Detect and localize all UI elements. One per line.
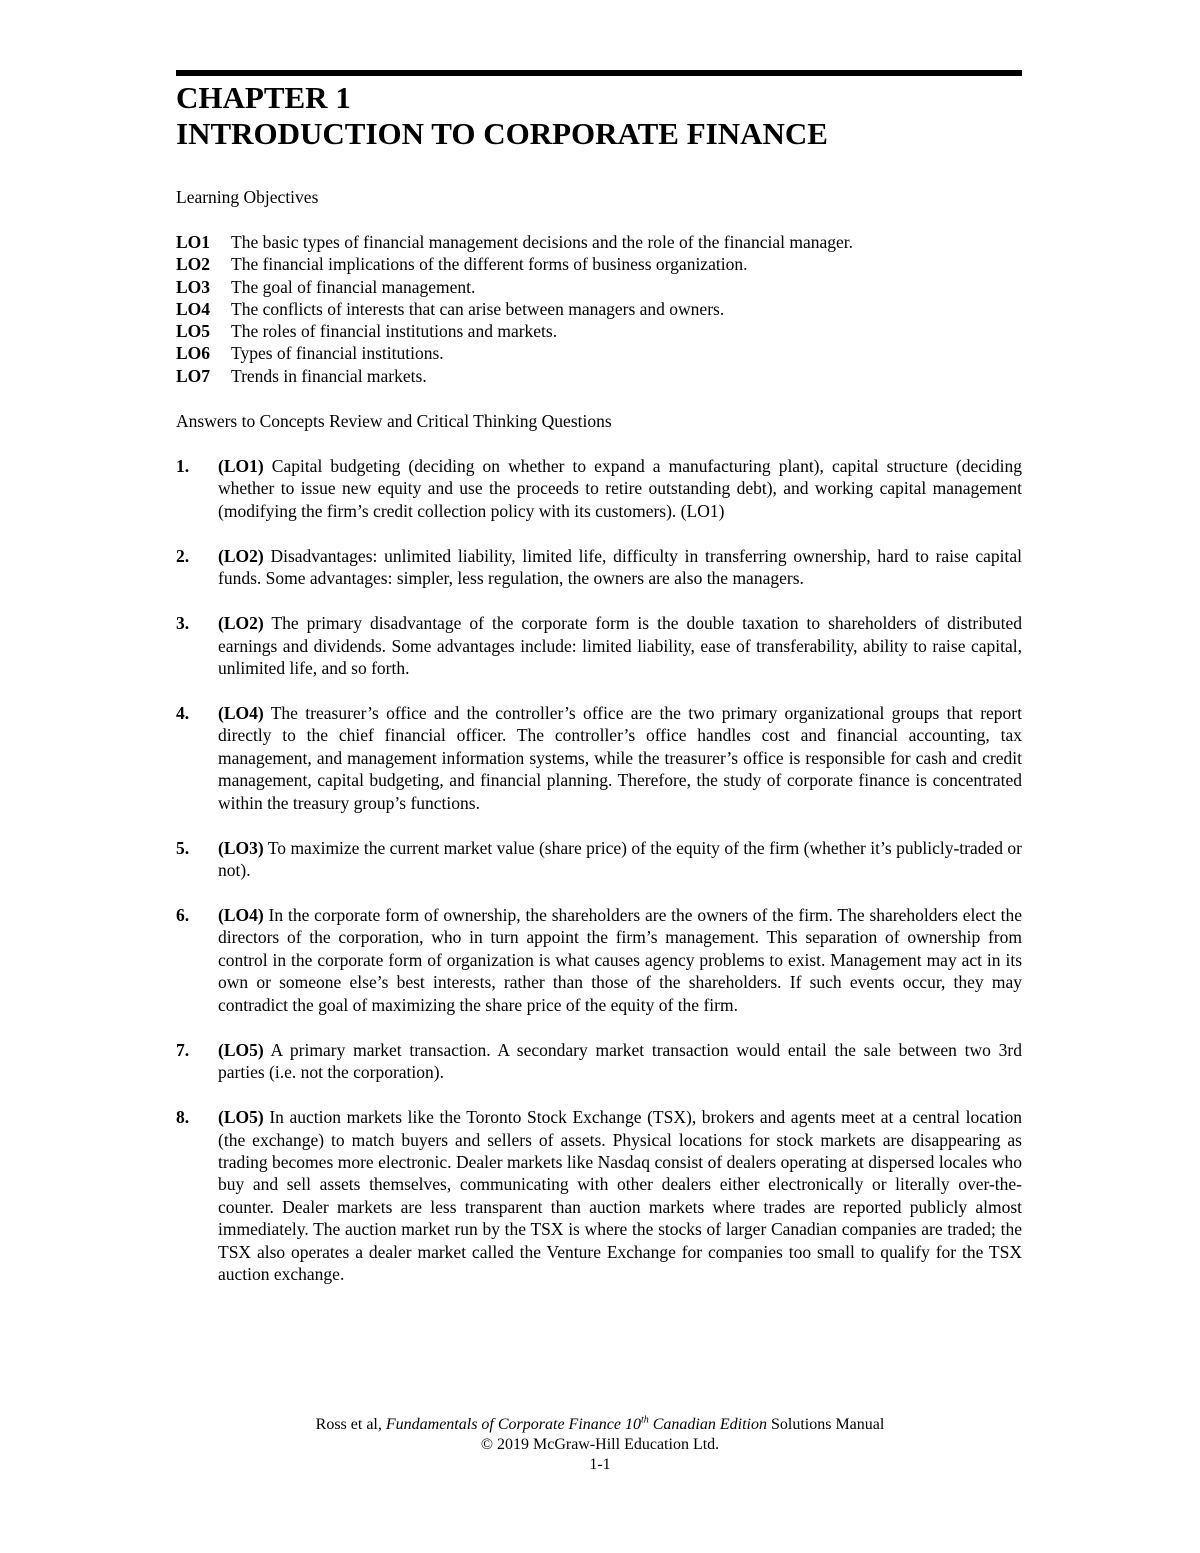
chapter-number: CHAPTER 1 (176, 80, 351, 115)
footer-edition: Canadian Edition (652, 1416, 767, 1433)
answer-item (176, 1106, 1022, 1285)
objective-text: The roles of financial institutions and markets. (231, 321, 558, 342)
objective-text: Types of financial institutions. (231, 343, 444, 364)
answer-text: Capital budgeting (deciding on whether to expand a manufacturing plant), capital structure (deciding whether to issue new equity and use the proceeds to retire outstanding debt), and working capital management (modifying the firm’s credit collection policy with its customers). (LO1) (218, 456, 1022, 521)
answer-body (218, 455, 1022, 522)
answer-number: 1. (176, 456, 190, 476)
objective-item (176, 253, 1022, 275)
objectives-heading: Learning Objectives (176, 187, 319, 207)
answer-text: Disadvantages: unlimited liability, limited life, difficulty in transferring ownership, hard to raise capital funds. Some advantages: simpler, less regulation, the owners are also the managers. (218, 545, 1023, 589)
objective-text: The basic types of financial management decisions and the role of the financial manager. (231, 232, 853, 252)
answer-body (218, 612, 1022, 679)
answers-heading: Answers to Concepts Review and Critical Thinking Questions (176, 411, 612, 431)
objective-code: LO4 (176, 298, 211, 319)
objective-code: LO7 (176, 365, 211, 386)
objective-item (176, 298, 1022, 320)
answer-lo-tag: (LO2) (218, 613, 264, 634)
top-rule (176, 70, 1022, 76)
answer-item (176, 545, 1022, 590)
answer-lo-tag: (LO3) (218, 837, 264, 858)
answer-text: The treasurer’s office and the controller’s office are the two primary organizational groups that report directly to the chief financial officer. The controller’s office handles cost and financial accounting, tax management, and management information systems, while the treasurer’s office is responsible for cash and credit management, capital budgeting, and financial planning. Therefore, the study of corporate finance is concentrated within the treasury group’s functions. (218, 703, 1022, 813)
answer-text: In auction markets like the Toronto Stock Exchange (TSX), brokers and agents meet at a central location (the exchange) to match buyers and sellers of assets. Physical locations for stock markets are disappearing as trading becomes more electronic. Dealer markets like Nasdaq consist of dealers operating at dispersed locales who buy and sell assets themselves, communicating with other dealers either electronically or literally over-the-counter. Dealer markets are less transparent than auction markets where trades are reported publicly almost immediately. The auction market run by the TSX is where the stocks of larger Canadian companies are traded; the TSX also operates a dealer market called the Venture Exchange for companies too small to qualify for the TSX auction exchange. (218, 1107, 1022, 1284)
answer-number: 3. (176, 613, 190, 634)
objective-text: The conflicts of interests that can arise between managers and owners. (231, 298, 725, 319)
objective-text: The financial implications of the different forms of business organization. (231, 254, 748, 275)
answer-lo-tag: (LO4) (218, 703, 264, 724)
answer-number: 4. (176, 703, 190, 724)
page-number: 1-1 (589, 1456, 611, 1473)
objective-code: LO3 (176, 276, 211, 297)
answer-body (218, 545, 1022, 590)
answer-number: 7. (176, 1039, 190, 1060)
answer-number: 6. (176, 905, 190, 926)
objective-item (176, 320, 1022, 342)
answer-lo-tag: (LO2) (218, 545, 264, 566)
footer-edition-sup: th (640, 1414, 649, 1426)
objective-code: LO6 (176, 343, 211, 364)
answer-lo-tag: (LO1) (218, 456, 264, 476)
objective-code: LO5 (176, 321, 211, 342)
page-footer (0, 1415, 1200, 1475)
chapter-heading (176, 80, 1022, 152)
answer-body (218, 702, 1022, 814)
footer-copyright: © 2019 McGraw-Hill Education Ltd. (480, 1436, 720, 1453)
answer-item (176, 702, 1022, 814)
answer-body (218, 904, 1022, 1016)
footer-authors: Ross et al, (315, 1416, 382, 1433)
objective-code: LO2 (176, 254, 211, 275)
answer-body (218, 837, 1022, 882)
answer-item (176, 612, 1022, 679)
answer-body (218, 1106, 1022, 1285)
answer-text: A primary market transaction. A secondary market transaction would entail the sale between two 3rd parties (i.e. not the corporation). (218, 1039, 1022, 1083)
footer-book-title-text: Fundamentals of Corporate Finance 10 (385, 1416, 641, 1433)
answer-body (218, 1039, 1022, 1084)
objective-code: LO1 (176, 232, 211, 252)
objective-item (176, 342, 1022, 364)
answer-text: In the corporate form of ownership, the shareholders are the owners of the firm. The shareholders elect the directors of the corporation, who in turn appoint the firm’s management. This separation of ownership from control in the corporate form of organization is what causes agency problems to exist. Management may act in its own or someone else’s best interests, rather than those of the shareholders. If such events occur, they may contradict the goal of maximizing the share price of the equity of the firm. (218, 905, 1022, 1015)
answer-number: 5. (176, 837, 190, 858)
objective-text: Trends in financial markets. (231, 365, 427, 386)
answer-number: 8. (176, 1107, 190, 1128)
answer-item (176, 904, 1022, 1016)
answer-item (176, 1039, 1022, 1084)
objective-item (176, 276, 1022, 298)
answer-number: 2. (176, 545, 190, 566)
answers-list (176, 455, 1022, 1308)
answer-text: The primary disadvantage of the corporate form is the double taxation to shareholders of distributed earnings and dividends. Some advantages include: limited liability, ease of transferability, ability to raise capital, unlimited life, and so forth. (218, 613, 1023, 679)
footer-suffix: Solutions Manual (770, 1416, 885, 1433)
objective-item (176, 365, 1022, 387)
objective-text: The goal of financial management. (231, 276, 476, 297)
footer-book-title (386, 1416, 767, 1433)
answer-text: To maximize the current market value (share price) of the equity of the firm (whether it’s publicly-traded or not). (218, 837, 1022, 881)
chapter-title: INTRODUCTION TO CORPORATE FINANCE (176, 116, 828, 151)
objective-item (176, 231, 1022, 253)
answer-lo-tag: (LO4) (218, 905, 264, 926)
objectives-list (176, 231, 1022, 387)
answer-item (176, 837, 1022, 882)
answer-item (176, 455, 1022, 522)
answer-lo-tag: (LO5) (218, 1039, 264, 1060)
footer-citation (0, 1415, 1200, 1435)
answer-lo-tag: (LO5) (218, 1107, 264, 1128)
